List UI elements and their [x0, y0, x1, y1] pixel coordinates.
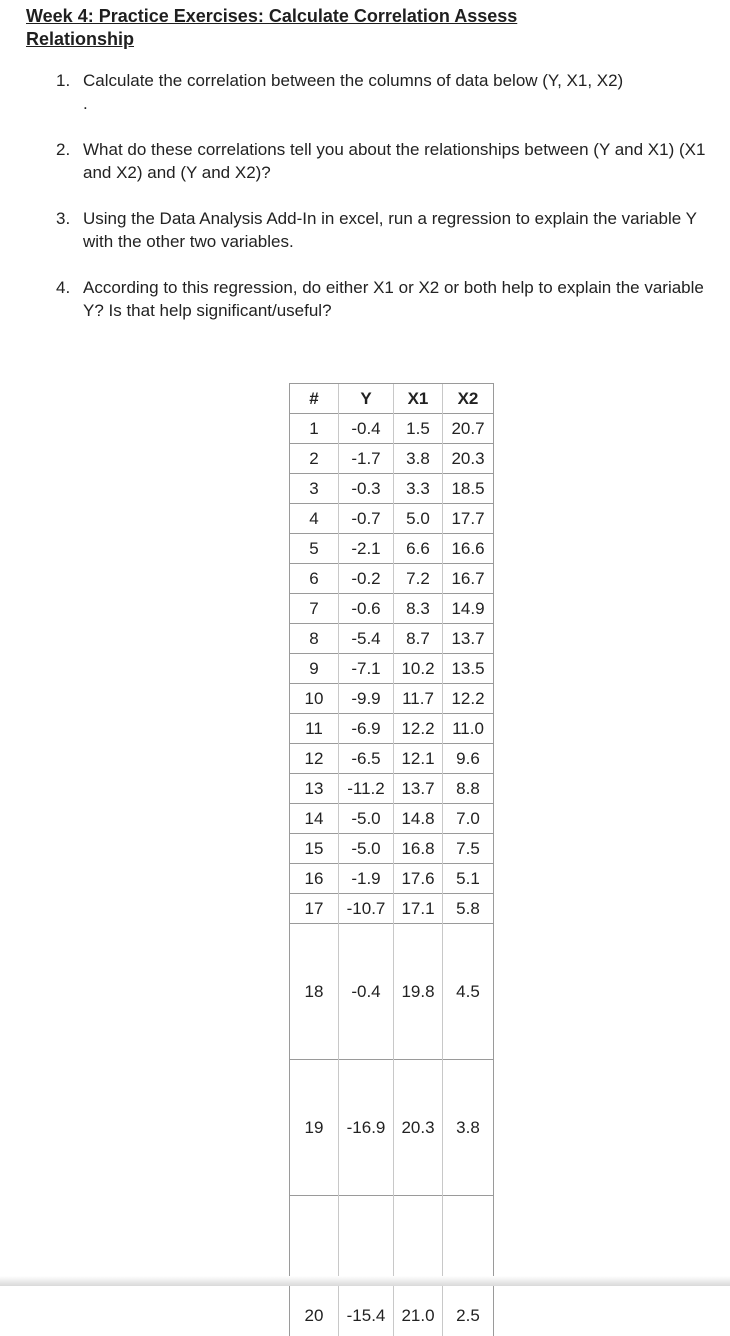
table-cell: 10.2	[394, 654, 443, 684]
table-row	[290, 1196, 494, 1336]
table-cell: 12.2	[443, 684, 494, 714]
table-row	[290, 804, 494, 834]
table-header-row	[290, 384, 494, 414]
page-title: Week 4: Practice Exercises: Calculate Correlation Assess Relationship	[26, 5, 586, 51]
table-cell: 3	[290, 474, 339, 504]
stray-dot: .	[83, 92, 88, 115]
table-cell: 17	[290, 894, 339, 924]
table-row	[290, 714, 494, 744]
table-cell: 13.7	[394, 774, 443, 804]
table-row	[290, 534, 494, 564]
question-text: Using the Data Analysis Add-In in excel, run a regression to explain the variable Y with the other two variables.	[83, 207, 726, 253]
question-text: Calculate the correlation between the columns of data below (Y, X1, X2)	[83, 69, 726, 92]
question-4	[56, 276, 726, 322]
table-cell: 3.8	[394, 444, 443, 474]
table-cell: 20.7	[443, 414, 494, 444]
data-table	[289, 383, 494, 1336]
table-cell: -5.4	[339, 624, 394, 654]
table-cell: 9.6	[443, 744, 494, 774]
table-cell: 3.3	[394, 474, 443, 504]
table-cell: 1.5	[394, 414, 443, 444]
column-header: Y	[339, 384, 394, 414]
table-cell: -0.4	[339, 924, 394, 1060]
table-cell: 21.0	[394, 1196, 443, 1336]
table-row	[290, 444, 494, 474]
table-row	[290, 414, 494, 444]
table-cell: 7	[290, 594, 339, 624]
table-cell: 7.5	[443, 834, 494, 864]
table-row	[290, 834, 494, 864]
table-cell: 13	[290, 774, 339, 804]
table-cell: 13.5	[443, 654, 494, 684]
table-row	[290, 564, 494, 594]
column-header: X2	[443, 384, 494, 414]
table-cell: 20	[290, 1196, 339, 1336]
table-cell: 5.1	[443, 864, 494, 894]
table-cell: 20.3	[394, 1060, 443, 1196]
table-cell: 4	[290, 504, 339, 534]
question-number: 2.	[56, 138, 82, 161]
question-number: 4.	[56, 276, 82, 299]
table-cell: -2.1	[339, 534, 394, 564]
table-cell: 12.2	[394, 714, 443, 744]
table-row	[290, 894, 494, 924]
table-cell: 17.6	[394, 864, 443, 894]
table-cell: -5.0	[339, 834, 394, 864]
question-number: 3.	[56, 207, 82, 230]
table-cell: -1.7	[339, 444, 394, 474]
table-cell: 12.1	[394, 744, 443, 774]
table-row	[290, 744, 494, 774]
table-cell: 10	[290, 684, 339, 714]
table-cell: -0.3	[339, 474, 394, 504]
table-cell: -6.5	[339, 744, 394, 774]
table-cell: 13.7	[443, 624, 494, 654]
table-cell: 11.0	[443, 714, 494, 744]
table-cell: 6	[290, 564, 339, 594]
column-header: #	[290, 384, 339, 414]
table-cell: 7.0	[443, 804, 494, 834]
table-cell: 17.7	[443, 504, 494, 534]
table-cell: 8.3	[394, 594, 443, 624]
table-cell: -16.9	[339, 1060, 394, 1196]
table-cell: 15	[290, 834, 339, 864]
table-row	[290, 594, 494, 624]
table-cell: 18.5	[443, 474, 494, 504]
table-cell: 16.8	[394, 834, 443, 864]
table-row	[290, 654, 494, 684]
table-cell: 16	[290, 864, 339, 894]
table-cell: 16.6	[443, 534, 494, 564]
table-cell: -9.9	[339, 684, 394, 714]
table-cell: 7.2	[394, 564, 443, 594]
column-header: X1	[394, 384, 443, 414]
table-cell: -1.9	[339, 864, 394, 894]
table-row	[290, 1060, 494, 1196]
table-cell: 6.6	[394, 534, 443, 564]
table-cell: -5.0	[339, 804, 394, 834]
table-cell: 12	[290, 744, 339, 774]
question-3	[56, 207, 726, 253]
table-cell: 11	[290, 714, 339, 744]
table-row	[290, 504, 494, 534]
table-cell: -10.7	[339, 894, 394, 924]
table-cell: 19	[290, 1060, 339, 1196]
table-cell: -0.7	[339, 504, 394, 534]
table-cell: 11.7	[394, 684, 443, 714]
table-row	[290, 684, 494, 714]
table-cell: 8	[290, 624, 339, 654]
table-cell: 20.3	[443, 444, 494, 474]
table-cell: 19.8	[394, 924, 443, 1060]
table-row	[290, 864, 494, 894]
table-cell: -0.6	[339, 594, 394, 624]
table-cell: 16.7	[443, 564, 494, 594]
question-text: According to this regression, do either X1 or X2 or both help to explain the variable Y? Is that help significant/useful?	[83, 276, 726, 322]
question-1	[56, 69, 726, 92]
table-cell: -11.2	[339, 774, 394, 804]
table-cell: 14.9	[443, 594, 494, 624]
table-cell: -7.1	[339, 654, 394, 684]
table-cell: 18	[290, 924, 339, 1060]
table-row	[290, 774, 494, 804]
table-cell: 2.5	[443, 1196, 494, 1336]
table-cell: 14	[290, 804, 339, 834]
question-text: What do these correlations tell you about the relationships between (Y and X1) (X1 and X2) and (Y and X2)?	[83, 138, 726, 184]
table-cell: -0.4	[339, 414, 394, 444]
table-cell: 5.0	[394, 504, 443, 534]
table-cell: 8.8	[443, 774, 494, 804]
table-cell: 1	[290, 414, 339, 444]
table-cell: 17.1	[394, 894, 443, 924]
table-row	[290, 624, 494, 654]
table-cell: 4.5	[443, 924, 494, 1060]
table-cell: -15.4	[339, 1196, 394, 1336]
question-number: 1.	[56, 69, 82, 92]
table-row	[290, 474, 494, 504]
table-cell: -0.2	[339, 564, 394, 594]
table-cell: 5	[290, 534, 339, 564]
table-cell: 9	[290, 654, 339, 684]
table-row	[290, 924, 494, 1060]
page-bottom-edge	[0, 1276, 730, 1286]
table-cell: -6.9	[339, 714, 394, 744]
table-cell: 2	[290, 444, 339, 474]
table-cell: 8.7	[394, 624, 443, 654]
question-2	[56, 138, 726, 184]
table-cell: 14.8	[394, 804, 443, 834]
table-cell: 5.8	[443, 894, 494, 924]
table-cell: 3.8	[443, 1060, 494, 1196]
